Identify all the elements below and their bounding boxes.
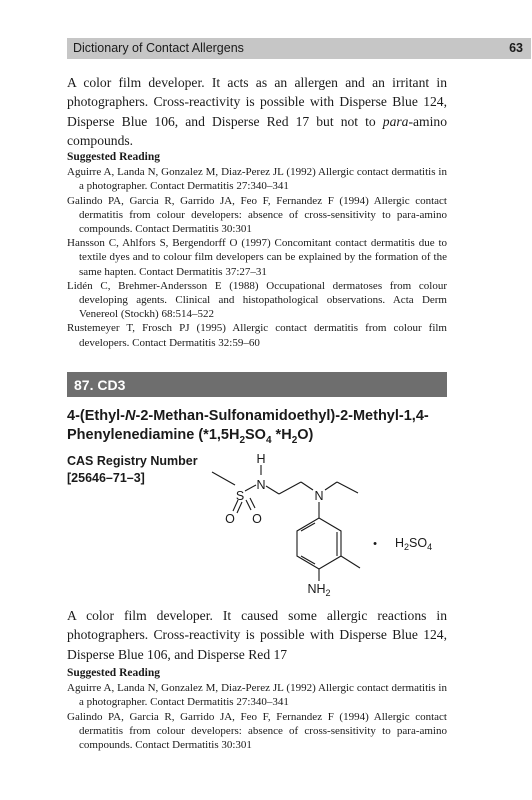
- reference-item: Rustemeyer T, Frosch PJ (1995) Allergic contact dermatitis from colour film developers. Contact Dermatitis 32:59–60: [67, 322, 447, 349]
- running-head: [67, 38, 531, 59]
- page-number: 63: [509, 41, 523, 55]
- description-text: A color film developer. It caused some allergic reactions in photographers. Cross-reactivity is possible with Disperse Blue 124, Disperse Blue 106, and Disperse Red 17: [67, 608, 447, 662]
- atom-label-o: O: [225, 512, 235, 526]
- section-label: 87. CD3: [74, 377, 126, 393]
- reference-item: Galindo PA, Garcia R, Garrido JA, Feo F, Fernandez F (1994) Allergic contact dermatitis from colour developers: absence of cross-sensitivity to para-amino compounds. Contact Dermatitis 30:301: [67, 710, 447, 752]
- intro-text-2: -amino compounds.: [67, 113, 447, 148]
- reference-item: Hansson C, Ahlfors S, Bergendorff O (1997) Concomitant contact dermatitis due to textile dyes and to colour film developers can be explained by the formation of the same hapten. Contact Dermatitis 37:27–31: [67, 237, 447, 278]
- atom-label-n: N: [256, 478, 266, 492]
- intro-text-1: A color film developer. It acts as an allergen and an irritant in photographers. Cross-reactivity is possible with Disperse Blue 124, Disperse Blue 106, and Disperse Red 17 but not to: [67, 75, 447, 129]
- intro-paragraph: [67, 73, 447, 150]
- compound-name-part: *H: [271, 427, 292, 443]
- atom-label-h: H: [256, 452, 266, 466]
- section-header: [67, 372, 447, 397]
- compound-name-sub: 2: [291, 434, 298, 446]
- description-paragraph: [67, 606, 447, 664]
- suggested-reading-1: [67, 150, 447, 350]
- amine-label: $NH_2$: [307, 582, 331, 598]
- chemical-structure: [205, 452, 445, 598]
- compound-name-sub: 2: [239, 434, 246, 446]
- reference-item: Aguirre A, Landa N, Gonzalez M, Diaz-Perez JL (1992) Allergic contact dermatitis in a photographer. Contact Dermatitis 27:340–341: [67, 682, 447, 709]
- atom-label-n: N: [314, 489, 324, 503]
- cas-label: CAS Registry Number: [67, 454, 198, 468]
- suggested-reading-heading: Suggested Reading: [67, 151, 160, 163]
- cas-number: [25646–71–3]: [67, 471, 145, 485]
- reference-item: Galindo PA, Garcia R, Garrido JA, Feo F, Fernandez F (1994) Allergic contact dermatitis from colour developers: absence of cross-sensitivity to para-amino compounds. Contact Dermatitis 30:301: [67, 194, 447, 236]
- compound-name-italic: N: [125, 408, 136, 424]
- suggested-reading-2: [67, 666, 447, 752]
- intro-italic: para: [382, 113, 409, 129]
- salt-formula: $H_2SO_4$: [395, 536, 433, 552]
- reference-item: Lidén C, Brehmer-Andersson E (1988) Occupational dermatoses from colour developing agents. Clinical and histopathological observations. Acta Derm Venereol (Stockh) 68:514–522: [67, 279, 447, 321]
- compound-name: [67, 407, 447, 450]
- atom-label-s: S: [235, 489, 245, 503]
- atom-label-o: O: [252, 512, 262, 526]
- running-head-title: Dictionary of Contact Allergens: [73, 41, 244, 55]
- structure-labels: [225, 452, 432, 598]
- reference-item: Aguirre A, Landa N, Gonzalez M, Diaz-Perez JL (1992) Allergic contact dermatitis in a photographer. Contact Dermatitis 27:340–341: [67, 166, 447, 193]
- compound-name-part: SO: [245, 427, 266, 443]
- compound-name-part: 4-(Ethyl-: [67, 408, 125, 424]
- compound-name-part: -2-Methan-Sulfonamidoethyl)-2-Methyl-1,4-Phenylenediamine (*1,5H: [67, 408, 429, 443]
- compound-name-part: O): [297, 427, 314, 443]
- compound-name-sub: 4: [265, 434, 272, 446]
- suggested-reading-heading: Suggested Reading: [67, 667, 160, 679]
- dot-separator: •: [373, 538, 377, 550]
